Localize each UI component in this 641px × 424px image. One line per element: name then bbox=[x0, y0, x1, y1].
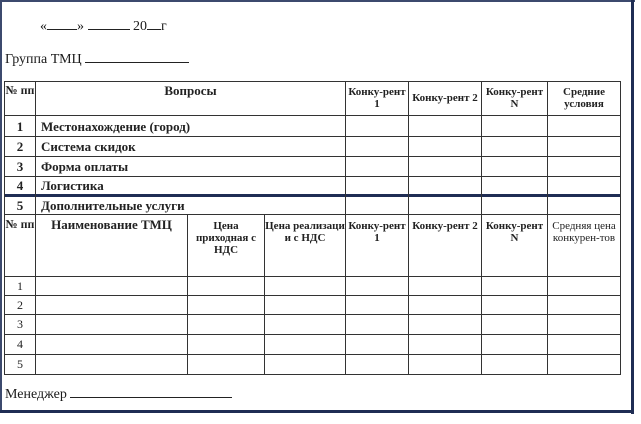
row-label-discounts: Система скидок bbox=[41, 139, 136, 154]
frame-border-left bbox=[0, 0, 2, 412]
col-header-competitor-2: Конку-рент 2 bbox=[412, 92, 478, 104]
row-number: 5 bbox=[17, 357, 23, 371]
col-header-sale-price: Цена реализаци и с НДС bbox=[265, 220, 345, 244]
row-number: 3 bbox=[16, 159, 24, 174]
col-header-competitor-1: Конку-рент 1 bbox=[348, 220, 406, 244]
year-suffix: г bbox=[161, 19, 167, 34]
group-line bbox=[5, 50, 189, 68]
frame-border-top bbox=[0, 0, 635, 2]
date-close-quote: » bbox=[77, 19, 84, 34]
frame-border-right bbox=[631, 0, 634, 414]
group-label: Группа ТМЦ bbox=[5, 52, 82, 67]
col-header-item-name: Наименование ТМЦ bbox=[51, 217, 172, 232]
col-header-competitor-2: Конку-рент 2 bbox=[412, 220, 478, 232]
row-number: 2 bbox=[16, 139, 24, 154]
col-header-competitor-1: Конку-рент 1 bbox=[348, 86, 406, 110]
grid-line bbox=[4, 374, 621, 375]
row-number: 3 bbox=[17, 317, 23, 331]
date-open-quote: « bbox=[40, 19, 47, 34]
col-header-purchase-price: Цена приходная с НДС bbox=[195, 220, 257, 256]
grid-line bbox=[4, 276, 621, 277]
col-header-questions: Вопросы bbox=[164, 83, 217, 98]
col-header-num: № пп bbox=[5, 83, 35, 97]
row-number: 5 bbox=[16, 198, 24, 213]
row-label-location: Местонахождение (город) bbox=[41, 118, 191, 134]
row-label-additional-services: Дополнительные услуги bbox=[41, 198, 185, 213]
group-blank[interactable] bbox=[85, 50, 189, 63]
manager-line bbox=[5, 385, 232, 403]
row-label-logistics: Логистика bbox=[41, 178, 104, 193]
col-header-average-conditions: Средние условия bbox=[563, 86, 605, 110]
col-header-competitor-n: Конку-рент N bbox=[485, 86, 544, 110]
grid-line bbox=[4, 214, 621, 215]
row-number: 4 bbox=[16, 178, 24, 193]
frame-border-bottom bbox=[0, 410, 634, 413]
grid-line bbox=[4, 334, 621, 335]
row-number: 4 bbox=[17, 337, 23, 351]
grid-line bbox=[620, 81, 621, 375]
year-prefix: 20 bbox=[133, 19, 147, 34]
grid-line bbox=[4, 354, 621, 355]
col-header-average-price: Средняя цена конкурен-тов bbox=[552, 220, 616, 244]
day-blank[interactable] bbox=[47, 17, 77, 30]
row-number: 1 bbox=[16, 118, 24, 134]
manager-label: Менеджер bbox=[5, 387, 67, 402]
col-header-competitor-n: Конку-рент N bbox=[485, 220, 544, 244]
col-header-num: № пп bbox=[5, 217, 35, 231]
date-line bbox=[40, 17, 167, 35]
row-number: 1 bbox=[17, 278, 23, 293]
month-blank[interactable] bbox=[88, 17, 130, 30]
year-blank[interactable] bbox=[147, 17, 161, 30]
manager-blank[interactable] bbox=[70, 385, 232, 398]
row-number: 2 bbox=[17, 297, 23, 312]
row-label-payment-form: Форма оплаты bbox=[41, 159, 129, 174]
grid-line bbox=[4, 295, 621, 296]
grid-line bbox=[4, 314, 621, 315]
